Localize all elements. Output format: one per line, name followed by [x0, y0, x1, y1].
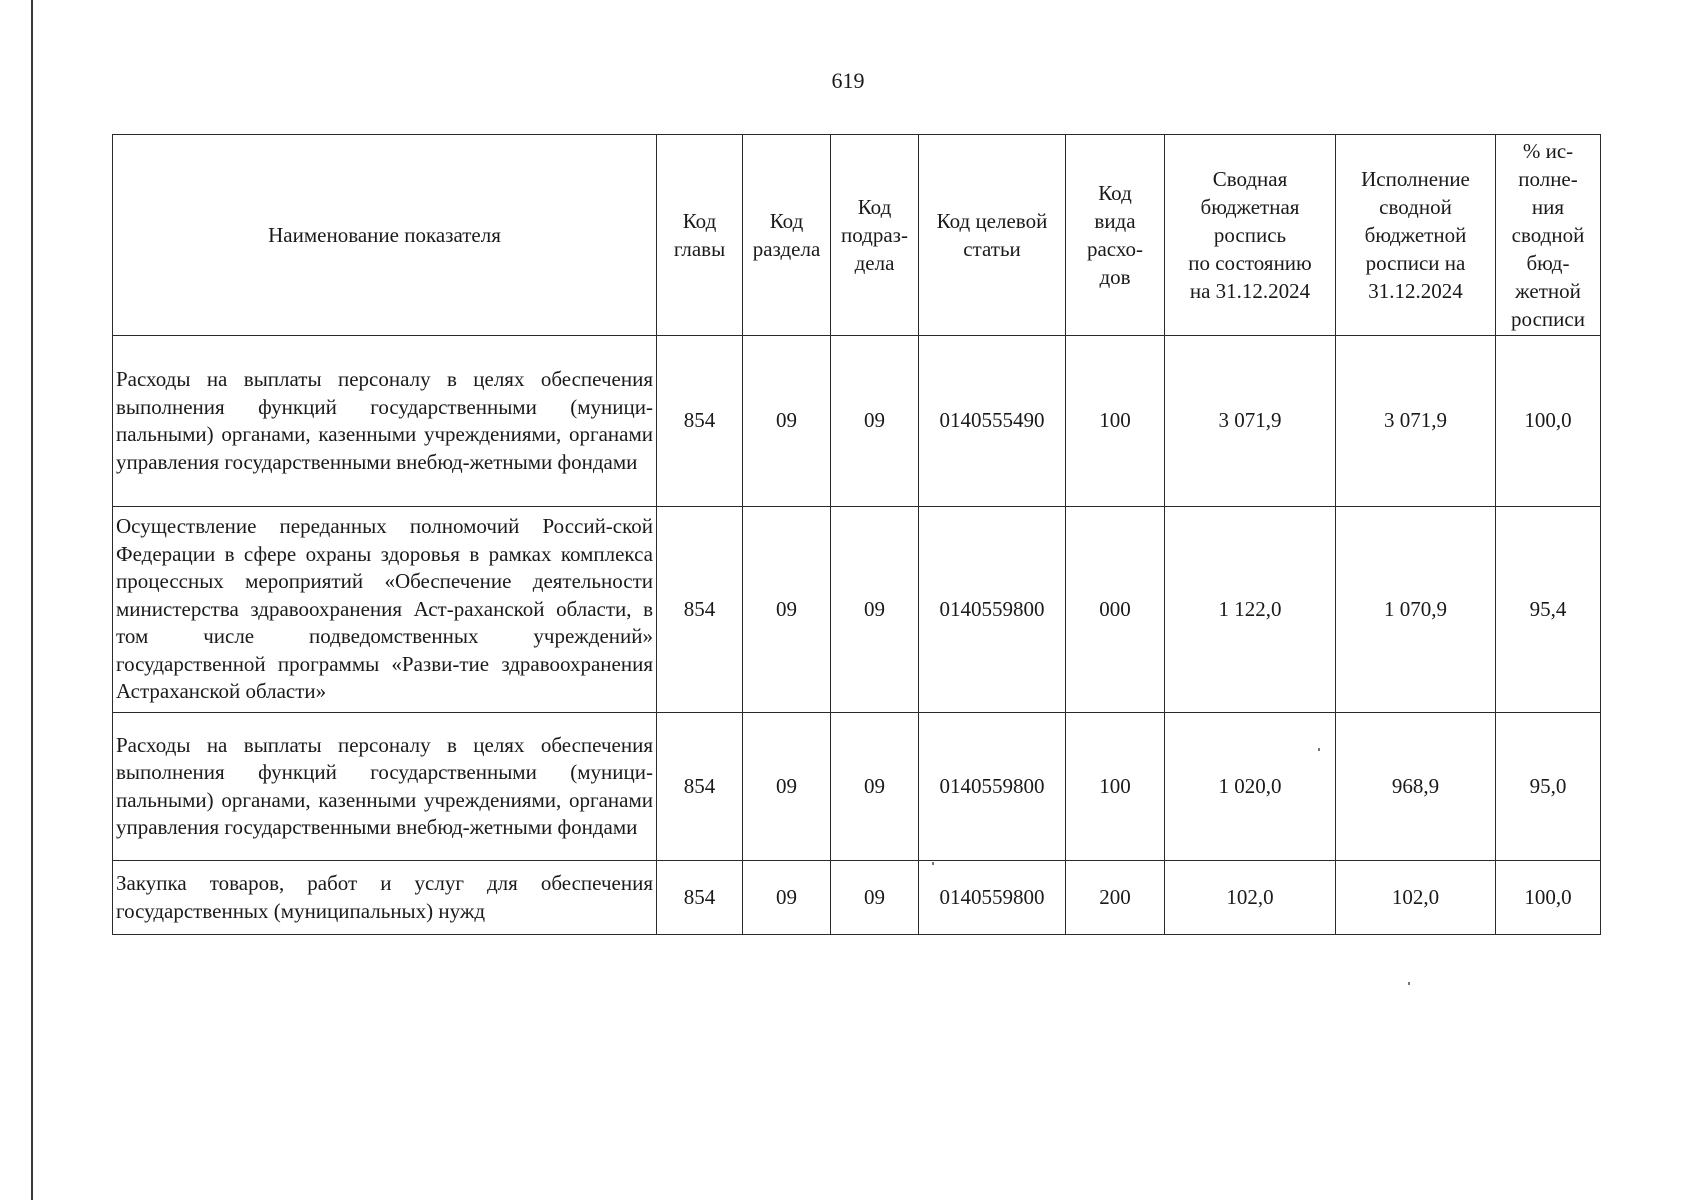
cell-budget-schedule: 3 071,9	[1165, 336, 1336, 507]
table-header	[113, 135, 1601, 336]
cell-chapter-code: 854	[657, 336, 743, 507]
cell-execution: 1 070,9	[1336, 507, 1496, 713]
header-expense-type-code: Код вида расхо- дов	[1066, 135, 1165, 336]
cell-execution: 968,9	[1336, 713, 1496, 861]
cell-indicator-name: Закупка товаров, работ и услуг для обеспечения государственных (муниципальных) нужд	[113, 861, 657, 935]
cell-subsection-code: 09	[831, 507, 919, 713]
cell-section-code: 09	[743, 713, 831, 861]
cell-subsection-code: 09	[831, 336, 919, 507]
header-execution-percent: % ис- полне- ния сводной бюд- жетной росписи	[1496, 135, 1601, 336]
table-body	[113, 336, 1601, 935]
cell-execution: 3 071,9	[1336, 336, 1496, 507]
table-row	[113, 861, 1601, 935]
cell-expense-type-code: 200	[1066, 861, 1165, 935]
cell-execution-percent: 100,0	[1496, 861, 1601, 935]
header-subsection-code: Код подраз- дела	[831, 135, 919, 336]
table-row	[113, 713, 1601, 861]
cell-section-code: 09	[743, 861, 831, 935]
cell-indicator-name: Расходы на выплаты персоналу в целях обеспечения выполнения функций государственными (муници-пальными) органами, казенными учреждениями, органами управления государственными внебюд-жетными фондами	[113, 336, 657, 507]
cell-section-code: 09	[743, 336, 831, 507]
table-row	[113, 507, 1601, 713]
cell-section-code: 09	[743, 507, 831, 713]
cell-chapter-code: 854	[657, 861, 743, 935]
table-row	[113, 336, 1601, 507]
scan-edge-line	[31, 0, 33, 1200]
header-execution: Исполнение сводной бюджетной росписи на 31.12.2024	[1336, 135, 1496, 336]
cell-chapter-code: 854	[657, 713, 743, 861]
cell-target-article-code: 0140555490	[919, 336, 1066, 507]
header-section-code: Код раздела	[743, 135, 831, 336]
cell-subsection-code: 09	[831, 713, 919, 861]
cell-budget-schedule: 102,0	[1165, 861, 1336, 935]
cell-target-article-code: 0140559800	[919, 861, 1066, 935]
cell-indicator-name: Осуществление переданных полномочий Россий-ской Федерации в сфере охраны здоровья в рамках комплекса процессных мероприятий «Обеспечение деятельности министерства здравоохранения Аст-раханской области, в том числе подведомственных учреждений» государственной программы «Разви-тие здравоохранения Астраханской области»	[113, 507, 657, 713]
budget-execution-table	[112, 134, 1601, 935]
cell-indicator-name: Расходы на выплаты персоналу в целях обеспечения выполнения функций государственными (муници-пальными) органами, казенными учреждениями, органами управления государственными внебюд-жетными фондами	[113, 713, 657, 861]
cell-target-article-code: 0140559800	[919, 713, 1066, 861]
header-budget-schedule: Сводная бюджетная роспись по состоянию на 31.12.2024	[1165, 135, 1336, 336]
header-indicator-name: Наименование показателя	[113, 135, 657, 336]
cell-execution: 102,0	[1336, 861, 1496, 935]
cell-expense-type-code: 100	[1066, 336, 1165, 507]
cell-budget-schedule: 1 122,0	[1165, 507, 1336, 713]
page-number: 619	[831, 68, 865, 93]
cell-expense-type-code: 000	[1066, 507, 1165, 713]
cell-subsection-code: 09	[831, 861, 919, 935]
header-chapter-code: Код главы	[657, 135, 743, 336]
scan-speck	[1408, 982, 1410, 985]
cell-execution-percent: 95,0	[1496, 713, 1601, 861]
cell-execution-percent: 95,4	[1496, 507, 1601, 713]
header-target-article-code: Код целевой статьи	[919, 135, 1066, 336]
cell-execution-percent: 100,0	[1496, 336, 1601, 507]
cell-expense-type-code: 100	[1066, 713, 1165, 861]
cell-target-article-code: 0140559800	[919, 507, 1066, 713]
header-row	[113, 135, 1601, 336]
cell-chapter-code: 854	[657, 507, 743, 713]
cell-budget-schedule: 1 020,0	[1165, 713, 1336, 861]
